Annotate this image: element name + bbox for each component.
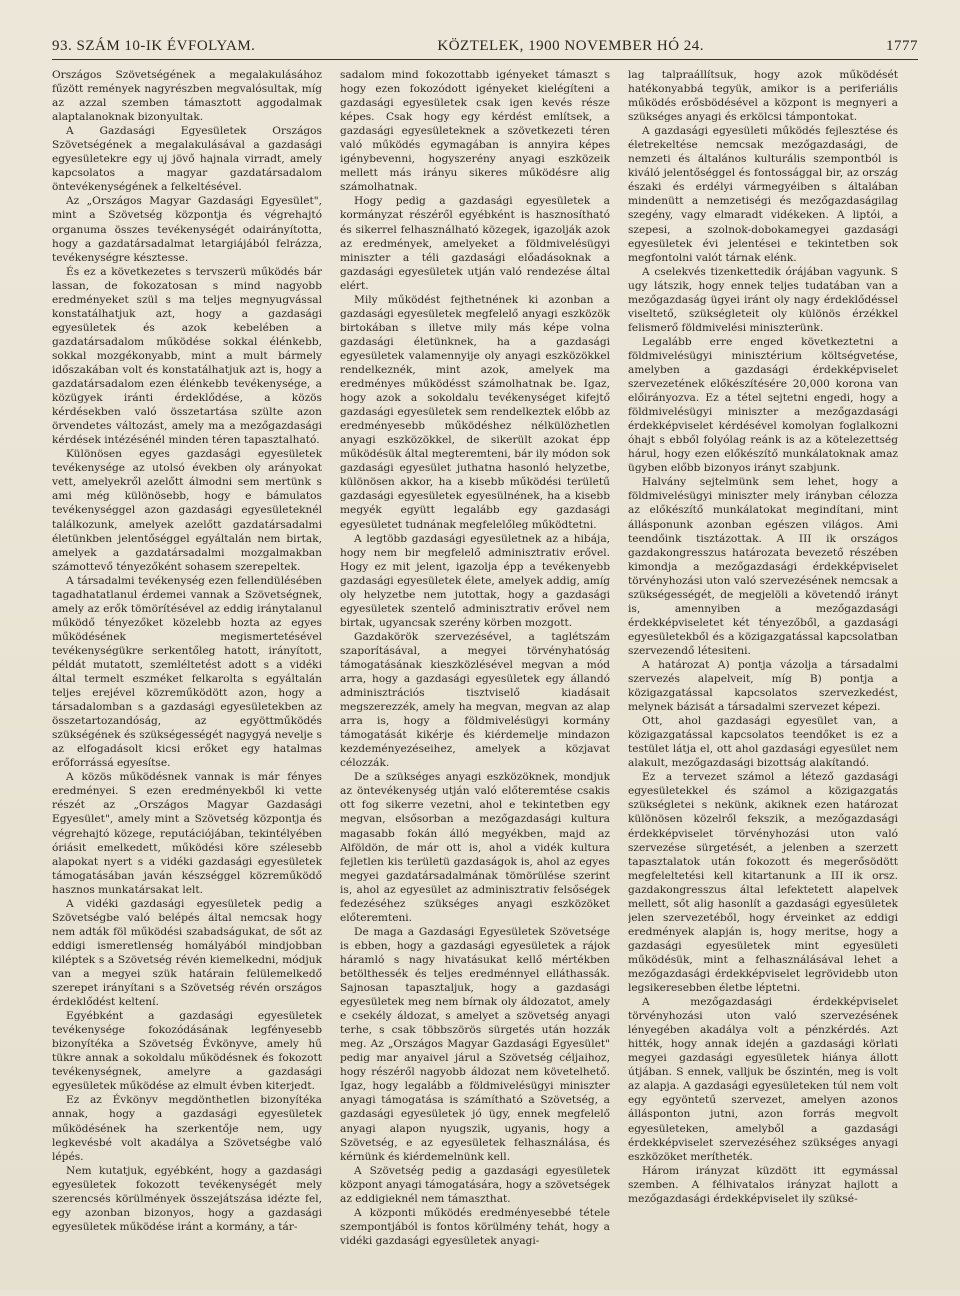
paragraph: A határozat A) pontja vázolja a társadalmi szervezés alapelveit, míg B) pontja a közigazgatással kapcsolatos szervezkedést, melynek bázisát a társadalmi szervezet képezi. [628, 658, 898, 714]
column-2 [340, 68, 610, 1296]
header-issue: 93. SZÁM 10-IK ÉVFOLYAM. [52, 38, 256, 54]
paragraph: Három irányzat küzdött itt egymással szemben. A félhivatalos irányzat hajlott a mezőgazdasági érdekképviselet ily szüksé- [628, 1164, 898, 1205]
paragraph: Legalább erre enged következtetni a földmivelésügyi minisztérium költségvetése, amelyben a gazdasági érdekképviselet szervezetének előkészítésére 20,000 korona van előirányozva. Ez a tétel sejtetni engedi, hogy a földmivelésügyi miniszter a mezőgazdasági érdekképviselet kérdésével komolyan foglalkozni óhajt s ebből folyólag reánk is az a kötelezettség hárul, hogy ezen előkészítő munkálatoknak amaz ügyben előbb bizonyos irányt szabjunk. [628, 335, 898, 475]
paragraph: De a szükséges anyagi eszközöknek, mondjuk az öntevékenység utján való előteremtése csakis ott fog sikerre vezetni, ahol e tekintetben egy megvan, elsősorban a mezőgazdasági kultura magasabb fokán álló megyékben, majd az Alföldön, de már ott is, ahol a vidék kultura fejletlen kis területü gazdaságok is, ahol az egyes megyei gazdatársadalmának tömörülése szerint is, ahol az egyesület az adminisztrativ felsőségek fedezéséhez szükséges anyagi eszközöket előteremteni. [340, 771, 610, 924]
paragraph: A Gazdasági Egyesületek Országos Szövetségének a megalakulásával a gazdasági egyesületekre egy uj jövő hajnala virradt, amely kapcsolatos a magyar gazdatársadalom öntevékenységének a felkeltésével. [52, 125, 322, 194]
paragraph: sadalom mind fokozottabb igényeket támaszt s hogy ezen fokozódott igényeket kielégíteni a gazdasági egyesületek csak igen kevés része képes. Csak hogy egy kérdést említsek, a gazdasági egyesületeknek a szövetkezeti téren való működés egymagában is annyira képes igénybevenni, hogyszerény anyagi eszközeik mellett más irányu sikeres működésre alig számolhatnak. [340, 69, 610, 194]
header-title: KÖZTELEK, 1900 NOVEMBER HÓ 24. [437, 38, 705, 54]
paragraph: A közös működésnek vannak is már fényes eredményei. S ezen eredményekből ki vette részét az „Országos Magyar Gazdasági Egyesület", amely mint a Szövetség központja és végrehajtó közege, reputációjában, tekintélyében óriásit emelkedett, működési köre szélesebb alapokat nyert s a vidéki gazdasági egyesületek támogatásában javán készséggel közreműködő hasznos munkatársakat lelt. [52, 771, 322, 896]
paragraph: A mezőgazdasági érdekképviselet törvényhozási uton való szervezésének lényegében akadálya volt a pénzkérdés. Azt hitték, hogy annak idején a gazdasági körlati megyei gazdasági egyesületek hiánya állott útjában. S ennek, valljuk be őszintén, meg is volt az alapja. A gazdasági egyesületeken túl nem volt egy egyöntetű szervezet, amelyen azonos állásponton jutni, azon forrás megvolt egyesületeken, amelyből a gazdasági érdekképviselet szervezéséhez szükséges anyagi eszközöket merítheték. [628, 996, 898, 1163]
page-header [52, 38, 918, 60]
paragraph: Mily működést fejthetnének ki azonban a gazdasági egyesületek megfelelő anyagi eszközök birtokában s illetve mily más képe volna gazdasági életünknek, ha a gazdasági egyesületek valamennyije oly anyagi eszközökkel rendelkeznék, mint azok, amelyek ma eredményes működésst számolhatnak be. Igaz, hogy azok a sokoldalu tevékenységet kifejtő gazdasági egyesületek sem rendelkeztek előbb az eredményesebb működéshez nélkülözhetlen anyagi eszközökkel, de sikerült azokat épp működésük által megteremteni, bár ily módon sok gazdasági egyesület juthatna hasonló helyzetbe, különösen akkor, ha a kisebb működési területű gazdasági egyesületek egyesülnének, ha a kisebb megyék együtt legalább egy gazdasági egyesületet tudnának megfelelőleg működtetni. [340, 293, 610, 531]
page-number: 1777 [885, 38, 918, 54]
paragraph: A vidéki gazdasági egyesületek pedig a Szövetségbe való belépés által nemcsak hogy nem adták föl működési szabadságukat, de sőt az eddigi ismeretlenség homályából mindjobban kiléptek s a Szövetség révén kiemelkedni, módjuk van a megyei szük határain felülemelkedő szerepet irányítani s a Szövetség révén országos érdeklődést keltení. [52, 897, 322, 1009]
paragraph: A legtöbb gazdasági egyesületnek az a hibája, hogy nem bir megfelelő adminisztrativ erővel. Hogy ez mit jelent, igazolja épp a tevékenyebb gazdasági egyesületek élete, amelyek addig, amíg oly helyzetbe nem jutottak, hogy a gazdasági egyesületek szentelő adminisztrativ erővel nem birtak, ugyancsak szerény körben mozgott. [340, 532, 610, 629]
paragraph: Az „Országos Magyar Gazdasági Egyesület", mint a Szövetség központja és végrehajtó organuma összes tevékenységét odairányította, hogy a gazdatársadalmat letargiájából felrázza, tevékenységre késztesse. [52, 195, 322, 264]
paragraph: A cselekvés tizenkettedik órájában vagyunk. S ugy látszik, hogy ennek teljes tudatában van a mezőgazdaság ügyei iránt oly nagy érdeklődéssel viseltető, szükségleteit oly különös érzékkel felismerő földmivelési miniszterünk. [628, 265, 898, 334]
paragraph: Gazdakörök szervezésével, a taglétszám szaporításával, a megyei törvényhatóság támogatásának kieszközlésével megvan a mód arra, hogy a gazdasági egyesületek egy állandó adminisztrációs tisztviselő kiadásait megszerezzék, amely ha megvan, megvan az alap arra is, hogy a földmivelésügyi kormány támogatását kikérje és kiérdemelje mindazon kezdeményezéseihez, amelyek a közjavat célozzák. [340, 630, 610, 770]
paragraph: A központi működés eredményesebbé tétele szempontjából is fontos körülmény tehát, hogy a vidéki gazdasági egyesületek anyagi- [340, 1206, 610, 1247]
paragraph: Különösen egyes gazdasági egyesületek tevékenysége az utolsó években oly arányokat vett, amelyekről azelőtt álmodni sem mertünk s ami még különösebb, hogy e bámulatos tevékenységgel azon gazdasági egyesületeknél találkozunk, amelyek azelőtt gazdatársadalmi életünkben jelentőséggel egyáltalán nem birtak, amelyek a gazdatársadalmi mozgalmakban számottevő tényezőként sohasem szerepeltek. [52, 448, 322, 573]
paragraph: Ott, ahol gazdasági egyesület van, a közigazgatással kapcsolatos teendőket is ez a testület látja el, ott ahol gazdasági egyesület nem alakult, mezőgazdasági bizottság alakítandó. [628, 715, 898, 770]
paragraph: A gazdasági egyesületi működés fejlesztése és életrekeltése nemcsak mezőgazdasági, de nemzeti és általános kulturális szempontból is kiváló jelentőséggel és fontossággal bir, az ország északi és erdélyi vármegyéiben s általában mindenütt a nemzetiségi és mezőgazdaságilag szegény, vagy elmaradt vidékeken. A liptói, a szepesi, a szolnok-dobokamegyei gazdasági egyesületek évi jelentései e tekintetben sok megfontolni valót tárnak elénk. [628, 125, 898, 264]
paragraph: De maga a Gazdasági Egyesületek Szövetsége is ebben, hogy a gazdasági egyesületek a rájok háramló s nagy hivatásukat kellő mértékben betölthessék és teljes eredménnyel elláthassák. Sajnosan tapasztaljuk, hogy a gazdasági egyesületek meg nem bírnak oly áldozatot, amely e csekély áldozat, s amelyet a szövetség anyagi terhe, s csak többszörös sürgetés után hozzák meg. Az „Országos Magyar Gazdasági Egyesület" pedig mar anyaivel járul a Szövetség céljaihoz, hogy részéről nagyobb áldozat nem követelhető. Igaz, hogy legalább a földmivelésügyi miniszter anyagi támogatása is számítható a Szövetség, a gazdasági egyesületek jó ügy, ennek megfelelő anyagi alapon nyugszik, ugyanis, hogy a Szövetség, e az egyesületek felhasználása, és kérnünk és kiérdemelnünk kell. [340, 925, 610, 1163]
paragraph: Ez a tervezet számol a létező gazdasági egyesületekkel és számol a közigazgatás szükségletei s nekünk, akiknek ezen határozat különösen közelről fekszik, a mezőgazdasági érdekképviselet törvényhozási uton való szervezése sürgetését, a jelenben a szerzett tapasztalatok után fokozott és megerősödött megfeleltetési kell kitartanunk a III ik orsz. gazdakongresszus által lefektetett alapelvek mellett, sőt alig hasonlít a gazdasági egyesületek jelen szervezetéből, hogy érveinket az eddigi eredmények alapján is, hogy meritse, hogy a gazdasági egyesületek mint egyesületi működésük, mint a felhasználásával lehet a mezőgazdasági érdekképviselet legrövidebb uton legsikeresebben életbe léptetni. [628, 771, 898, 995]
column-3 [628, 68, 898, 1296]
paragraph: És ez a következetes s tervszerü működés bár lassan, de fokozatosan s mind nagyobb eredményeket szül s ma teljes megnyugvással konstatálhatjuk azt, hogy a gazdasági egyesületek és azok kebelében a gazdatársadalom működése sokkal élénkebb, sokkal mozgékonyabb, mint a mult bármely időszakában volt és konstatálhatjuk azt is, hogy a gazdatársadalom ezen élénkebb tevékenysége, a közügyek iránti érdeklődése, a közös kérdésekben való összetartása szülte azon örvendetes változást, amely ma a mezőgazdasági kérdések intézésénél minden téren tapasztalható. [52, 265, 322, 447]
paragraph: A társadalmi tevékenység ezen fellendülésében tagadhatatlanul érdemei vannak a Szövetségnek, amely az erők tömörítésével az eddig iránytalanul működő tényezőket közelebb hozta az egyes működésének megismertetésével tevékenységükre serkentőleg hatott, irányított, példát mutatott, szemléltetést adott s a vidéki által termelt eszméket felkarolta s egyáltalán teljes erejével közreműködött azon, hogy a társadalomban s a gazdasági egyesületekben az összetartozandóság, az egyöttműködés szükségének és szükségességét nagygyá nevelje s az elfogadásolt kicsi erőket egy hatalmas erőforrássá egyesítse. [52, 574, 322, 770]
paragraph: Hogy pedig a gazdasági egyesületek a kormányzat részéről egyébként is hasznosítható és sikerrel felhasználható közegek, igazolják azok az eredmények, amelyeket a földmivelésügyi miniszter a téli gazdasági előadásoknak a gazdasági egyesületek utján való rendezése által elért. [340, 195, 610, 292]
paragraph: lag talpraállítsuk, hogy azok működését hatékonyabbá tegyük, amikor is a periferiális működés erősbödésével a központ is megnyeri a szükséges anyagi és erkölcsi támpontokat. [628, 69, 898, 124]
paragraph: Ez az Évkönyv megdönthetlen bizonyítéka annak, hogy a gazdasági egyesületek működésének ha szerkentője nem, ugy legkevésbé volt akadálya a Szövetségbe való lépés. [52, 1094, 322, 1163]
paragraph: Egyébként a gazdasági egyesületek tevékenysége fokozódásának legfényesebb bizonyítéka a Szövetség Évkönyve, amely hű tükre annak a sokoldalu működésnek és fokozott tevékenységnek, amelyre a gazdasági egyesületek működése az elmult évben kiterjedt. [52, 1010, 322, 1093]
column-1 [52, 68, 322, 1296]
paragraph: A Szövetség pedig a gazdasági egyesületek központ anyagi támogatására, hogy a szövetségek az eddigieknél nem támaszthat. [340, 1164, 610, 1205]
paragraph: Nem kutatjuk, egyébként, hogy a gazdasági egyesületek fokozott tevékenységét mely szerencsés körülmények összejátszása idézte fel, egy azonban bizonyos, hogy a gazdasági egyesületek működése iránt a kormány, a tár- [52, 1164, 322, 1233]
paragraph: Országos Szövetségének a megalakulásához fűzött remények nagyrészben megvalósultak, míg az azzal szemben támasztott aggodalmak alaptalanoknak bizonyultak. [52, 69, 322, 124]
text-columns [52, 68, 918, 1296]
paragraph: Halvány sejtelmünk sem lehet, hogy a földmivelésügyi miniszter mely irányban célozza az előkészítő munkálatokat megindítani, mint állásponunk azonban egészen világos. Ami teendőink tisztázottak. A III ik országos gazdakongresszus határozata bevezető részében kimondja a mezőgazdasági érdekképviselet törvényhozási uton való szervezésének nemcsak a szükségességét, de megjelöli a követendő irányt is, amennyiben a mezőgazdasági érdekképviseletet két tényezőből, a gazdasági egyesületekből és a közigazgatással kapcsolatban szervezendő létesiteni. [628, 476, 898, 657]
